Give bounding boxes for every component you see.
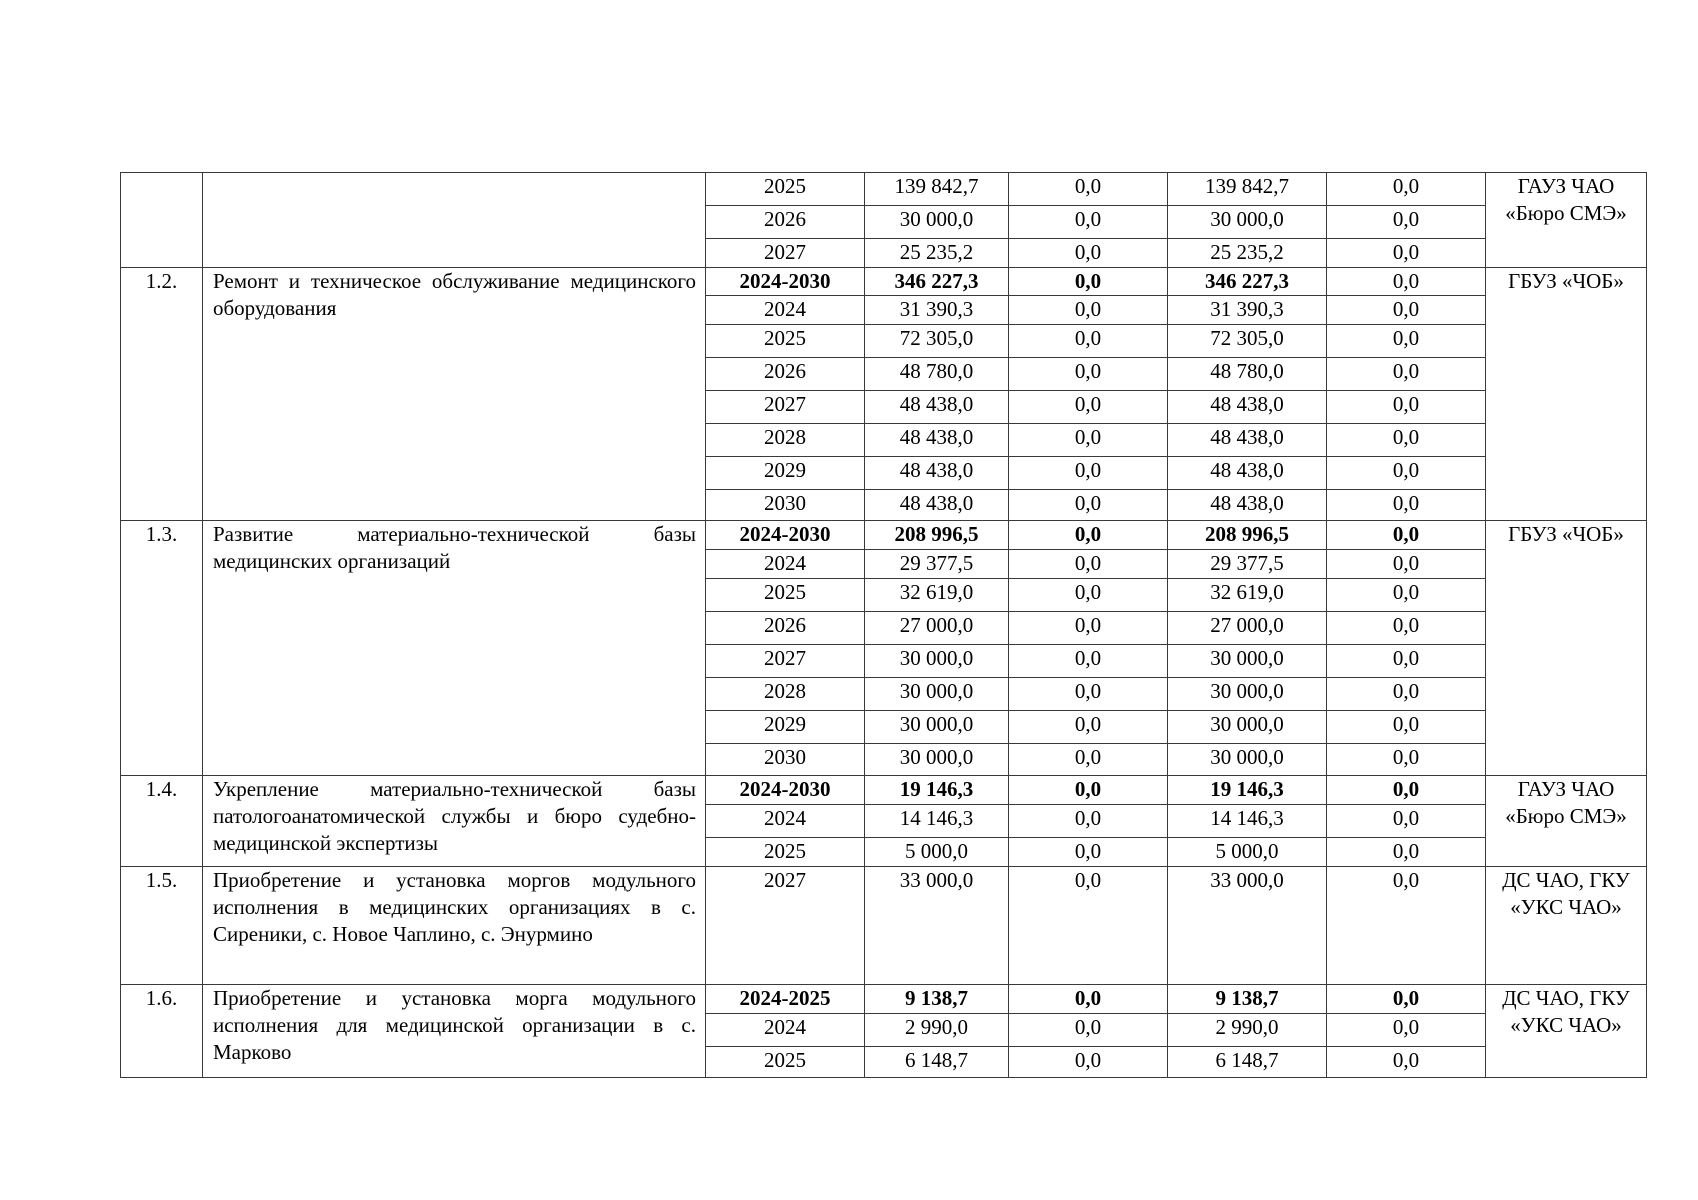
budget-table: [120, 172, 1647, 1078]
regional-budget-cell: 5 000,0: [1168, 838, 1327, 867]
item-title-cell: [203, 173, 706, 268]
period-cell: 2025: [706, 1047, 865, 1078]
period-cell: 2029: [706, 711, 865, 744]
total-amount-cell: 48 438,0: [865, 490, 1009, 521]
table-row: [121, 985, 1647, 1014]
period-cell: 2030: [706, 490, 865, 521]
federal-budget-cell: 0,0: [1009, 358, 1168, 391]
total-amount-cell: 33 000,0: [865, 867, 1009, 985]
federal-budget-cell: 0,0: [1009, 838, 1168, 867]
total-amount-cell: 30 000,0: [865, 645, 1009, 678]
federal-budget-cell: 0,0: [1009, 457, 1168, 490]
item-number-cell: 1.3.: [121, 521, 203, 776]
other-sources-cell: 0,0: [1327, 985, 1486, 1014]
federal-budget-cell: 0,0: [1009, 173, 1168, 206]
item-title-cell: Приобретение и установка морга модульного исполнения для медицинской организации в с. Марково: [203, 985, 706, 1078]
regional-budget-cell: 19 146,3: [1168, 776, 1327, 805]
period-cell: 2027: [706, 645, 865, 678]
federal-budget-cell: 0,0: [1009, 550, 1168, 579]
other-sources-cell: 0,0: [1327, 239, 1486, 268]
total-amount-cell: 346 227,3: [865, 268, 1009, 296]
responsible-executor-cell: ДС ЧАО, ГКУ «УКС ЧАО»: [1486, 867, 1647, 985]
regional-budget-cell: 30 000,0: [1168, 645, 1327, 678]
regional-budget-cell: 48 780,0: [1168, 358, 1327, 391]
other-sources-cell: 0,0: [1327, 457, 1486, 490]
other-sources-cell: 0,0: [1327, 268, 1486, 296]
period-cell: 2027: [706, 391, 865, 424]
total-amount-cell: 9 138,7: [865, 985, 1009, 1014]
other-sources-cell: 0,0: [1327, 838, 1486, 867]
regional-budget-cell: 48 438,0: [1168, 457, 1327, 490]
other-sources-cell: 0,0: [1327, 776, 1486, 805]
period-cell: 2024: [706, 1014, 865, 1047]
total-amount-cell: 48 780,0: [865, 358, 1009, 391]
regional-budget-cell: 48 438,0: [1168, 490, 1327, 521]
period-cell: 2024: [706, 296, 865, 325]
period-cell: 2024-2030: [706, 268, 865, 296]
item-number-cell: 1.2.: [121, 268, 203, 521]
total-amount-cell: 30 000,0: [865, 206, 1009, 239]
total-amount-cell: 27 000,0: [865, 612, 1009, 645]
regional-budget-cell: 31 390,3: [1168, 296, 1327, 325]
other-sources-cell: 0,0: [1327, 296, 1486, 325]
federal-budget-cell: 0,0: [1009, 805, 1168, 838]
other-sources-cell: 0,0: [1327, 521, 1486, 550]
regional-budget-cell: 30 000,0: [1168, 744, 1327, 776]
period-cell: 2026: [706, 612, 865, 645]
regional-budget-cell: 72 305,0: [1168, 325, 1327, 358]
regional-budget-cell: 2 990,0: [1168, 1014, 1327, 1047]
other-sources-cell: 0,0: [1327, 424, 1486, 457]
other-sources-cell: 0,0: [1327, 612, 1486, 645]
table-row: [121, 776, 1647, 805]
federal-budget-cell: 0,0: [1009, 867, 1168, 985]
table-row: [121, 521, 1647, 550]
regional-budget-cell: 30 000,0: [1168, 678, 1327, 711]
period-cell: 2024: [706, 805, 865, 838]
other-sources-cell: 0,0: [1327, 490, 1486, 521]
regional-budget-cell: 14 146,3: [1168, 805, 1327, 838]
other-sources-cell: 0,0: [1327, 391, 1486, 424]
other-sources-cell: 0,0: [1327, 867, 1486, 985]
budget-table-body: [121, 173, 1647, 1078]
total-amount-cell: 6 148,7: [865, 1047, 1009, 1078]
federal-budget-cell: 0,0: [1009, 424, 1168, 457]
period-cell: 2028: [706, 678, 865, 711]
item-title-cell: Развитие материально-технической базы медицинских организаций: [203, 521, 706, 776]
federal-budget-cell: 0,0: [1009, 645, 1168, 678]
other-sources-cell: 0,0: [1327, 1047, 1486, 1078]
total-amount-cell: 139 842,7: [865, 173, 1009, 206]
item-number-cell: [121, 173, 203, 268]
table-row: [121, 867, 1647, 985]
federal-budget-cell: 0,0: [1009, 521, 1168, 550]
federal-budget-cell: 0,0: [1009, 776, 1168, 805]
regional-budget-cell: 30 000,0: [1168, 711, 1327, 744]
total-amount-cell: 25 235,2: [865, 239, 1009, 268]
federal-budget-cell: 0,0: [1009, 1047, 1168, 1078]
total-amount-cell: 48 438,0: [865, 391, 1009, 424]
other-sources-cell: 0,0: [1327, 173, 1486, 206]
other-sources-cell: 0,0: [1327, 805, 1486, 838]
federal-budget-cell: 0,0: [1009, 490, 1168, 521]
period-cell: 2030: [706, 744, 865, 776]
federal-budget-cell: 0,0: [1009, 985, 1168, 1014]
other-sources-cell: 0,0: [1327, 1014, 1486, 1047]
item-title-cell: Приобретение и установка моргов модульного исполнения в медицинских организациях в с. Сиреники, с. Новое Чаплино, с. Энурмино: [203, 867, 706, 985]
federal-budget-cell: 0,0: [1009, 268, 1168, 296]
regional-budget-cell: 48 438,0: [1168, 391, 1327, 424]
period-cell: 2025: [706, 838, 865, 867]
regional-budget-cell: 25 235,2: [1168, 239, 1327, 268]
total-amount-cell: 29 377,5: [865, 550, 1009, 579]
period-cell: 2024-2030: [706, 776, 865, 805]
regional-budget-cell: 208 996,5: [1168, 521, 1327, 550]
period-cell: 2024-2025: [706, 985, 865, 1014]
total-amount-cell: 14 146,3: [865, 805, 1009, 838]
total-amount-cell: 32 619,0: [865, 579, 1009, 612]
federal-budget-cell: 0,0: [1009, 678, 1168, 711]
total-amount-cell: 30 000,0: [865, 711, 1009, 744]
other-sources-cell: 0,0: [1327, 550, 1486, 579]
federal-budget-cell: 0,0: [1009, 711, 1168, 744]
responsible-executor-cell: ГБУЗ «ЧОБ»: [1486, 521, 1647, 776]
table-row: [121, 268, 1647, 296]
table-row: [121, 173, 1647, 206]
regional-budget-cell: 48 438,0: [1168, 424, 1327, 457]
regional-budget-cell: 30 000,0: [1168, 206, 1327, 239]
period-cell: 2024: [706, 550, 865, 579]
responsible-executor-cell: ГБУЗ «ЧОБ»: [1486, 268, 1647, 521]
period-cell: 2028: [706, 424, 865, 457]
responsible-executor-cell: ДС ЧАО, ГКУ «УКС ЧАО»: [1486, 985, 1647, 1078]
federal-budget-cell: 0,0: [1009, 612, 1168, 645]
other-sources-cell: 0,0: [1327, 206, 1486, 239]
item-title-cell: Ремонт и техническое обслуживание медицинского оборудования: [203, 268, 706, 521]
regional-budget-cell: 32 619,0: [1168, 579, 1327, 612]
total-amount-cell: 208 996,5: [865, 521, 1009, 550]
federal-budget-cell: 0,0: [1009, 391, 1168, 424]
period-cell: 2026: [706, 358, 865, 391]
period-cell: 2027: [706, 867, 865, 985]
regional-budget-cell: 33 000,0: [1168, 867, 1327, 985]
period-cell: 2025: [706, 173, 865, 206]
federal-budget-cell: 0,0: [1009, 296, 1168, 325]
regional-budget-cell: 29 377,5: [1168, 550, 1327, 579]
total-amount-cell: 5 000,0: [865, 838, 1009, 867]
period-cell: 2027: [706, 239, 865, 268]
item-number-cell: 1.6.: [121, 985, 203, 1078]
other-sources-cell: 0,0: [1327, 678, 1486, 711]
regional-budget-cell: 27 000,0: [1168, 612, 1327, 645]
other-sources-cell: 0,0: [1327, 645, 1486, 678]
total-amount-cell: 2 990,0: [865, 1014, 1009, 1047]
period-cell: 2025: [706, 325, 865, 358]
regional-budget-cell: 139 842,7: [1168, 173, 1327, 206]
federal-budget-cell: 0,0: [1009, 239, 1168, 268]
period-cell: 2029: [706, 457, 865, 490]
other-sources-cell: 0,0: [1327, 325, 1486, 358]
regional-budget-cell: 346 227,3: [1168, 268, 1327, 296]
responsible-executor-cell: ГАУЗ ЧАО «Бюро СМЭ»: [1486, 173, 1647, 268]
federal-budget-cell: 0,0: [1009, 206, 1168, 239]
other-sources-cell: 0,0: [1327, 579, 1486, 612]
period-cell: 2025: [706, 579, 865, 612]
other-sources-cell: 0,0: [1327, 744, 1486, 776]
total-amount-cell: 19 146,3: [865, 776, 1009, 805]
total-amount-cell: 30 000,0: [865, 744, 1009, 776]
item-number-cell: 1.4.: [121, 776, 203, 867]
regional-budget-cell: 9 138,7: [1168, 985, 1327, 1014]
item-title-cell: Укрепление материально-технической базы патологоанатомической службы и бюро судебно-медицинской экспертизы: [203, 776, 706, 867]
total-amount-cell: 72 305,0: [865, 325, 1009, 358]
federal-budget-cell: 0,0: [1009, 744, 1168, 776]
total-amount-cell: 30 000,0: [865, 678, 1009, 711]
other-sources-cell: 0,0: [1327, 358, 1486, 391]
responsible-executor-cell: ГАУЗ ЧАО «Бюро СМЭ»: [1486, 776, 1647, 867]
total-amount-cell: 31 390,3: [865, 296, 1009, 325]
federal-budget-cell: 0,0: [1009, 325, 1168, 358]
federal-budget-cell: 0,0: [1009, 579, 1168, 612]
other-sources-cell: 0,0: [1327, 711, 1486, 744]
federal-budget-cell: 0,0: [1009, 1014, 1168, 1047]
total-amount-cell: 48 438,0: [865, 457, 1009, 490]
item-number-cell: 1.5.: [121, 867, 203, 985]
period-cell: 2026: [706, 206, 865, 239]
total-amount-cell: 48 438,0: [865, 424, 1009, 457]
period-cell: 2024-2030: [706, 521, 865, 550]
regional-budget-cell: 6 148,7: [1168, 1047, 1327, 1078]
